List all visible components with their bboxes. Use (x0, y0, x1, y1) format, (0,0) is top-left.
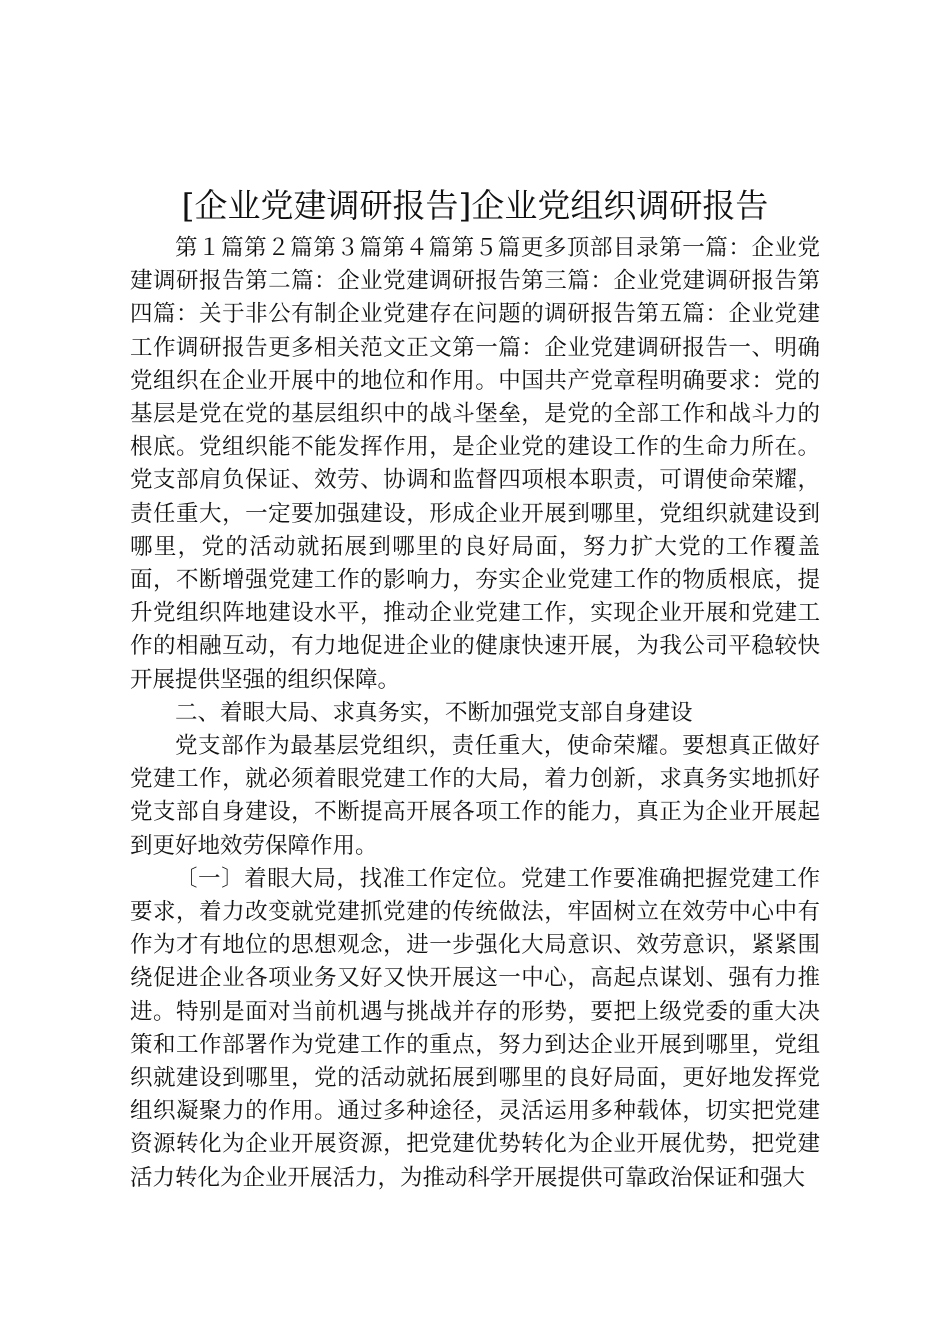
document-title: [企业党建调研报告]企业党组织调研报告 (181, 186, 769, 225)
paragraph-overall-situation: 〔一〕着眼大局，找准工作定位。党建工作要准确把握党建工作要求，着力改变就党建抓党建的传统做法，牢固树立在效劳中心中有作为才有地位的思想观念，进一步强化大局意识、效劳意识，紧紧围绕促进企业各项业务又好又快开展这一中心，高起点谋划、强有力推进。特别是面对当前机遇与挑战并存的形势，要把上级党委的重大决策和工作部署作为党建工作的重点，努力到达企业开展到哪里，党组织就建设到哪里，党的活动就拓展到哪里的良好局面，更好地发挥党组织凝聚力的作用。通过多种途径，灵活运用多种载体，切实把党建资源转化为企业开展资源，把党建优势转化为企业开展优势，把党建活力转化为企业开展活力，为推动科学开展提供可靠政治保证和强大 (130, 865, 820, 1191)
paragraph-branch-building: 党支部作为最基层党组织，责任重大，使命荣耀。要想真正做好党建工作，就必须着眼党建工作的大局，着力创新，求真务实地抓好党支部自身建设，不断提高开展各项工作的能力，真正为企业开展起到更好地效劳保障作用。 (130, 733, 820, 859)
paragraph-section-two-heading: 二、着眼大局、求真务实，不断加强党支部自身建设 (175, 699, 693, 726)
paragraph-toc-and-section-one: 第１篇第２篇第３篇第４篇第５篇更多顶部目录第一篇：企业党建调研报告第二篇：企业党建调研报告第三篇：企业党建调研报告第四篇：关于非公有制企业党建存在问题的调研报告第五篇：企业党建工作调研报告更多相关范文正文第一篇：企业党建调研报告一、明确党组织在企业开展中的地位和作用。中国共产党章程明确要求：党的基层是党在党的基层组织中的战斗堡垒，是党的全部工作和战斗力的根底。党组织能不能发挥作用，是企业党的建设工作的生命力所在。党支部肩负保证、效劳、协调和监督四项根本职责，可谓使命荣耀，责任重大，一定要加强建设，形成企业开展到哪里，党组织就建设到哪里，党的活动就拓展到哪里的良好局面，努力扩大党的工作覆盖面，不断增强党建工作的影响力，夯实企业党建工作的物质根底，提升党组织阵地建设水平，推动企业党建工作，实现企业开展和党建工作的相融互动，有力地促进企业的健康快速开展，为我公司平稳较快开展提供坚强的组织保障。 (130, 235, 820, 693)
document-body (130, 232, 820, 1195)
